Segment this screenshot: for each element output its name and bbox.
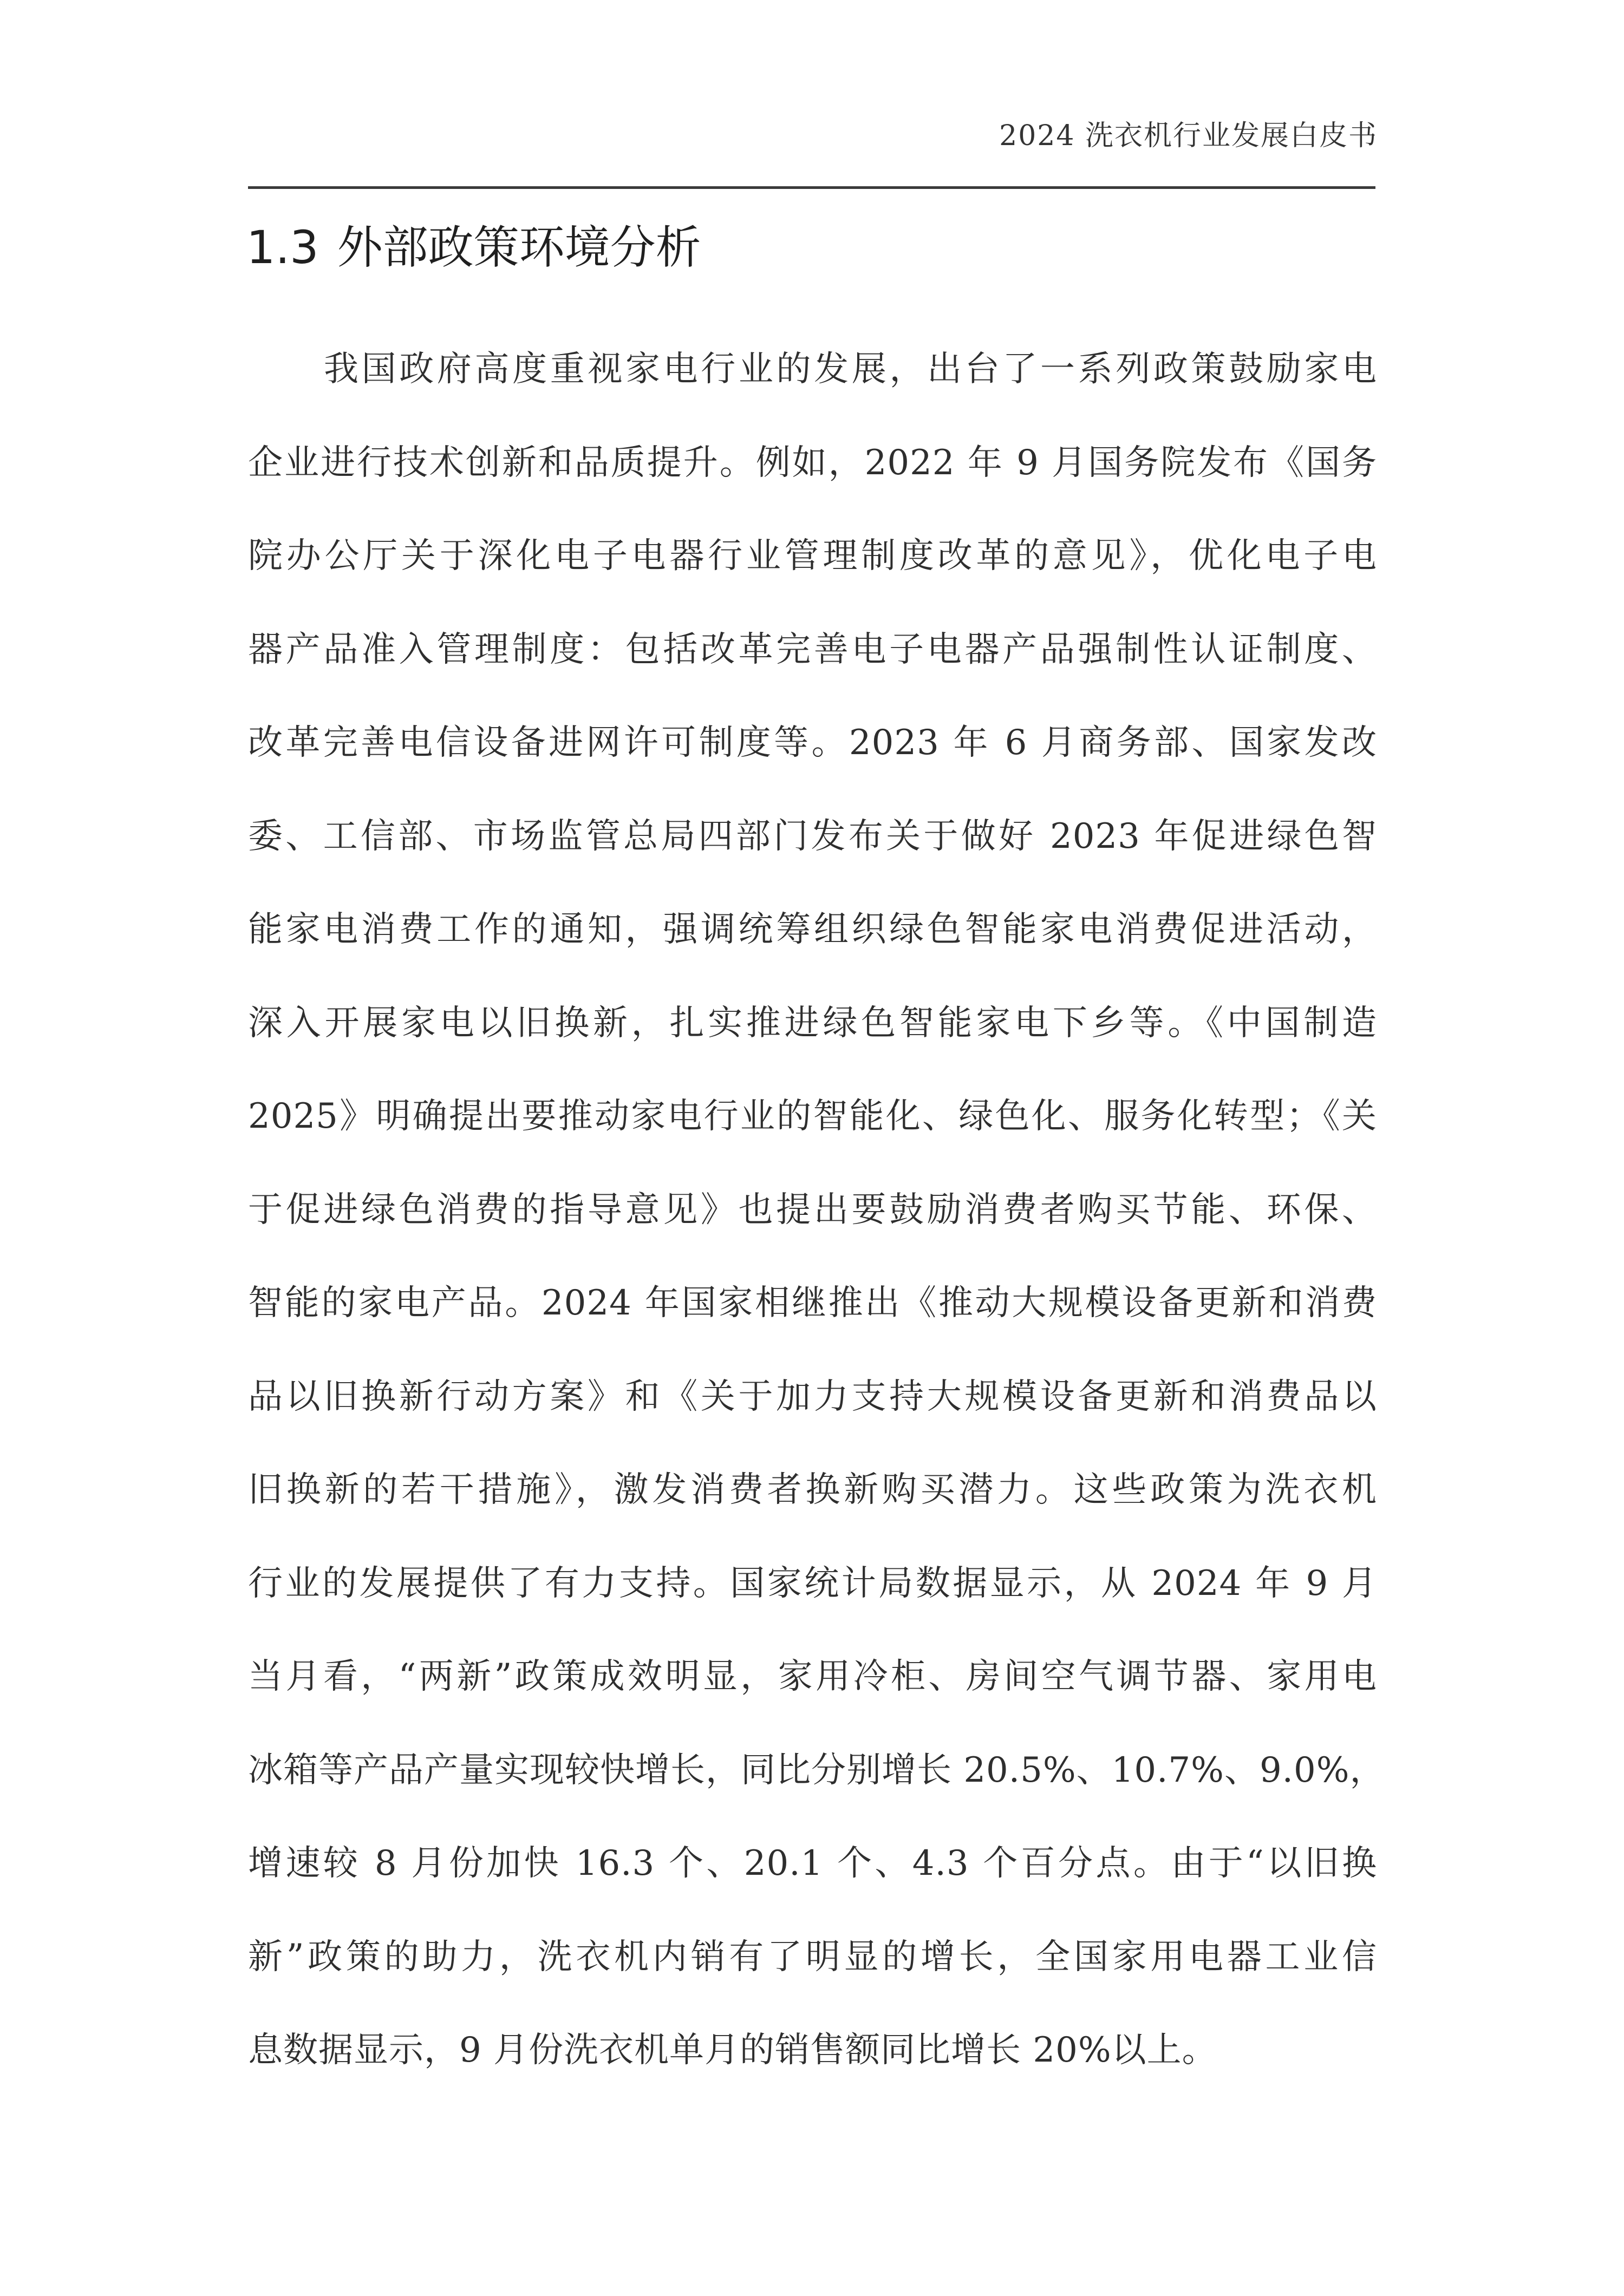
paragraph-line: 增速较 8 月份加快 16.3 个、20.1 个、4.3 个百分点。由于“以旧换 bbox=[248, 1843, 1377, 1883]
paragraph-line: 2025》明确提出要推动家电行业的智能化、绿色化、服务化转型；《关 bbox=[248, 1096, 1377, 1136]
paragraph-line: 息数据显示，9 月份洗衣机单月的销售额同比增长 20%以上。 bbox=[248, 2030, 1217, 2070]
paragraph-line: 行业的发展提供了有力支持。国家统计局数据显示，从 2024 年 9 月 bbox=[248, 1563, 1377, 1604]
paragraph-line: 冰箱等产品产量实现较快增长，同比分别增长 20.5%、10.7%、9.0%， bbox=[248, 1750, 1385, 1790]
paragraph-line: 企业进行技术创新和品质提升。例如，2022 年 9 月国务院发布《国务 bbox=[248, 442, 1377, 483]
body-paragraph bbox=[248, 334, 1385, 2109]
paragraph-line: 于促进绿色消费的指导意见》也提出要鼓励消费者购买节能、环保、 bbox=[248, 1189, 1377, 1230]
paragraph-line: 院办公厅关于深化电子电器行业管理制度改革的意见》，优化电子电 bbox=[248, 536, 1377, 576]
paragraph-line: 委、工信部、市场监管总局四部门发布关于做好 2023 年促进绿色智 bbox=[248, 816, 1377, 856]
paragraph-line: 我国政府高度重视家电行业的发展，出台了一系列政策鼓励家电 bbox=[324, 349, 1377, 389]
running-header: 2024 洗衣机行业发展白皮书 bbox=[999, 120, 1378, 152]
section-title-text: 外部政策环境分析 bbox=[337, 221, 701, 274]
paragraph-line: 器产品准入管理制度：包括改革完善电子电器产品强制性认证制度、 bbox=[248, 629, 1377, 670]
paragraph-line: 改革完善电信设备进网许可制度等。2023 年 6 月商务部、国家发改 bbox=[248, 723, 1377, 763]
section-number: 1.3 bbox=[246, 221, 319, 274]
section-heading bbox=[246, 211, 701, 277]
paragraph-line: 品以旧换新行动方案》和《关于加力支持大规模设备更新和消费品以 bbox=[248, 1376, 1377, 1417]
paragraph-line: 智能的家电产品。2024 年国家相继推出《推动大规模设备更新和消费 bbox=[248, 1283, 1377, 1323]
paragraph-line: 能家电消费工作的通知，强调统筹组织绿色智能家电消费促进活动， bbox=[248, 910, 1377, 950]
paragraph-line: 新”政策的助力，洗衣机内销有了明显的增长，全国家用电器工业信 bbox=[248, 1937, 1377, 1977]
paragraph-line: 深入开展家电以旧换新，扎实推进绿色智能家电下乡等。《中国制造 bbox=[248, 1003, 1377, 1043]
paragraph-line: 旧换新的若干措施》，激发消费者换新购买潜力。这些政策为洗衣机 bbox=[248, 1470, 1377, 1510]
paragraph-line: 当月看，“两新”政策成效明显，家用冷柜、房间空气调节器、家用电 bbox=[248, 1657, 1377, 1697]
header-divider bbox=[248, 186, 1375, 189]
